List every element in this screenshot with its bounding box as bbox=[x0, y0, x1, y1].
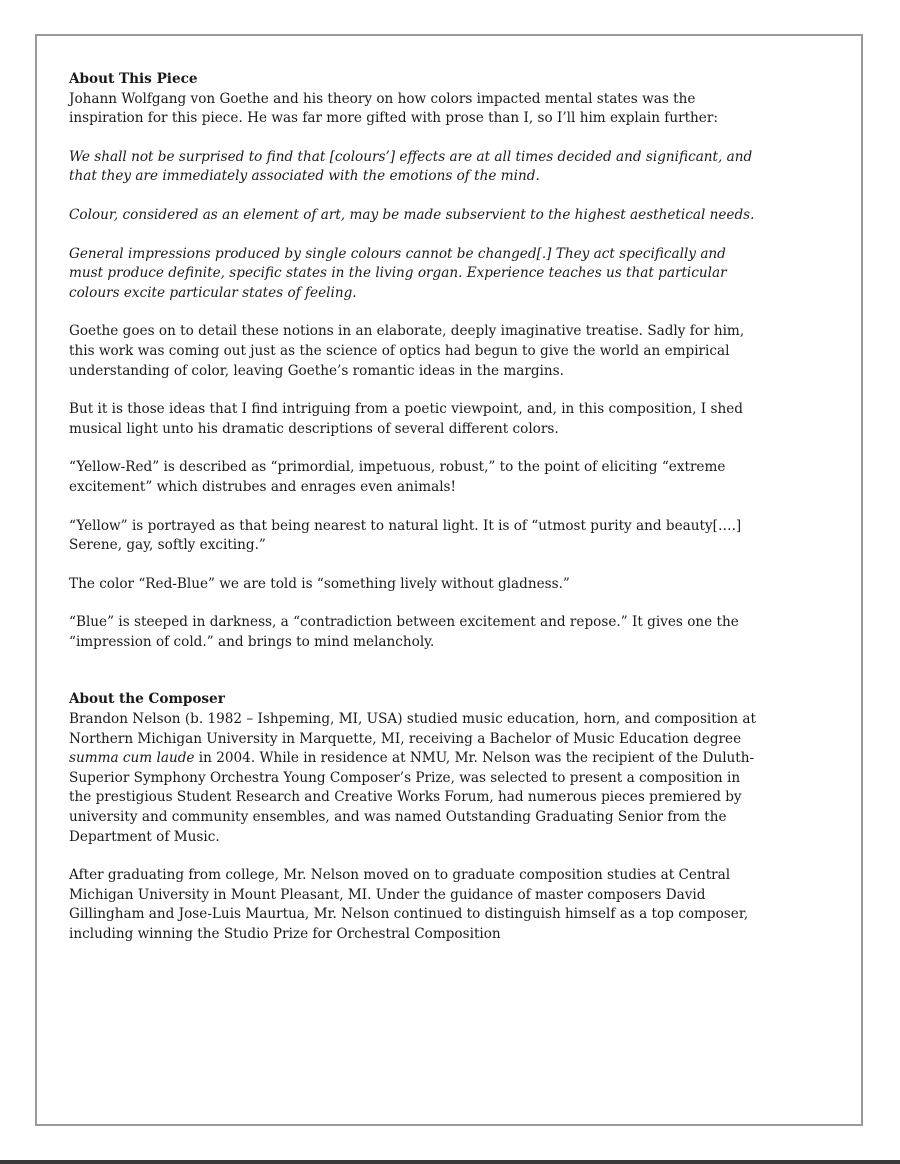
treatise-paragraph: Goethe goes on to detail these notions in an elaborate, deeply imaginative treatise. Sadly for him, this work was coming out just as the science of optics had begun to give the world an empirical understanding of color, leaving Goethe’s romantic ideas in the margins. bbox=[69, 323, 745, 379]
goethe-quote-2: Colour, considered as an element of art, may be made subservient to the highest aesthetical needs. bbox=[69, 206, 755, 223]
blue-paragraph: “Blue” is steeped in darkness, a “contradiction between excitement and repose.” It gives one the “impression of cold.” and brings to mind melancholy. bbox=[69, 614, 739, 650]
yellow-red-paragraph: “Yellow-Red” is described as “primordial, impetuous, robust,” to the point of eliciting “extreme excitement” which distrubes and enrages even animals! bbox=[69, 459, 726, 495]
about-piece-intro: Johann Wolfgang von Goethe and his theory on how colors impacted mental states was the inspiration for this piece. He was far more gifted with prose than I, so I’ll him explain further: bbox=[69, 90, 718, 127]
document-content bbox=[69, 70, 759, 964]
goethe-quote-3: General impressions produced by single colours cannot be changed[.] They act specifically and must produce definite, specific states in the living organ. Experience teaches us that particular colours excite particular states of feeling. bbox=[69, 245, 727, 301]
composer-bio-1-post: in 2004. While in residence at NMU, Mr. Nelson was the recipient of the Duluth-Superior Symphony Orchestra Young Composer’s Prize, was selected to present a composition in the prestigious Student Research and Creative Works Forum, had numerous pieces premiered by university and community ensembles, and was named Outstanding Graduating Senior from the Department of Music. bbox=[69, 750, 755, 845]
yellow-paragraph: “Yellow” is portrayed as that being nearest to natural light. It is of “utmost purity and beauty[….] Serene, gay, softly exciting.” bbox=[69, 517, 742, 554]
red-blue-paragraph: The color “Red-Blue” we are told is “something lively without gladness.” bbox=[69, 575, 570, 592]
about-piece-heading: About This Piece bbox=[69, 71, 198, 87]
bottom-border bbox=[0, 1160, 900, 1164]
summa-cum-laude: summa cum laude bbox=[69, 750, 195, 767]
composer-bio-2: After graduating from college, Mr. Nelson moved on to graduate composition studies at Central Michigan University in Mount Pleasant, MI. Under the guidance of master composers David Gillingham and Jose-Luis Maurtua, Mr. Nelson continued to distinguish himself as a top composer, including winning the Studio Prize for Orchestral Composition bbox=[69, 867, 749, 942]
composer-bio-1 bbox=[69, 710, 759, 847]
section-spacer bbox=[69, 671, 759, 690]
ideas-paragraph: But it is those ideas that I find intriguing from a poetic viewpoint, and, in this composition, I shed musical light unto his dramatic descriptions of several different colors. bbox=[69, 401, 743, 437]
about-composer-heading: About the Composer bbox=[69, 691, 225, 708]
composer-bio-1-pre: Brandon Nelson (b. 1982 – Ishpeming, MI, USA) studied music education, horn, and composition at Northern Michigan University in Marquette, MI, receiving a Bachelor of Music Education degree bbox=[69, 711, 756, 747]
goethe-quote-1: We shall not be surprised to find that [colours’] effects are at all times decided and significant, and that they are immediately associated with the emotions of the mind. bbox=[69, 148, 753, 185]
